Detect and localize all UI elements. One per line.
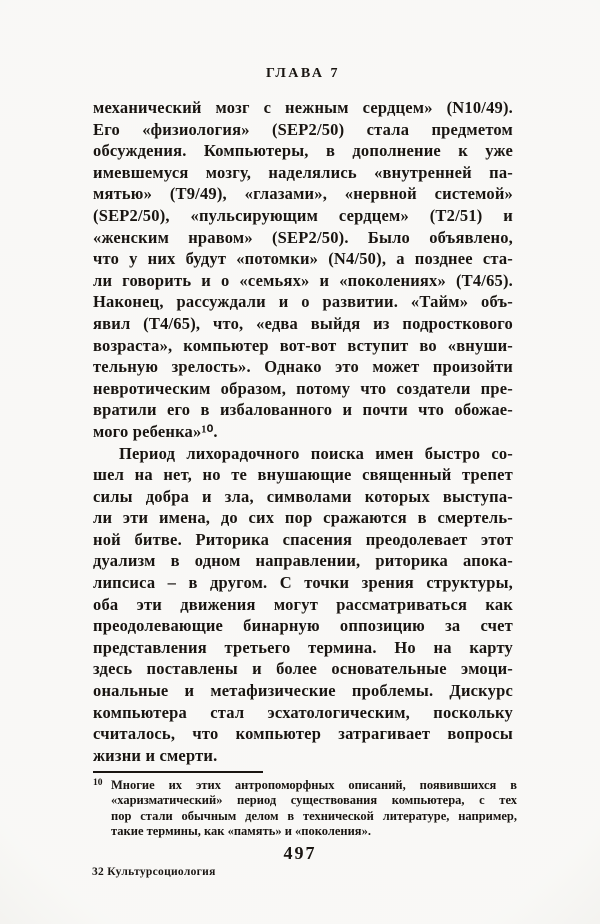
footnote	[93, 771, 517, 840]
text-line: ли эти имена, до сих пор сражаются в смертель-	[93, 508, 513, 528]
text-line: ональные и метафизические проблемы. Дискурс	[93, 681, 513, 701]
text-line: (SEP2/50), «пульсирующим сердцем» (Т2/51) и	[93, 205, 513, 225]
text-line: вратили его в избалованного и почти что обожае-	[93, 400, 513, 420]
text-line: шел на нет, но те внушающие священный трепет	[93, 465, 513, 485]
text-line: «женским нравом» (SEP2/50). Было объявлено,	[93, 227, 513, 247]
printer-signature-mark: 32 Культурсоциология	[92, 866, 216, 878]
text-line: жизни и смерти.	[93, 745, 218, 765]
text-line: Период лихорадочного поиска имен быстро со-	[119, 443, 513, 463]
paragraph-second	[93, 443, 513, 767]
chapter-header: ГЛАВА 7	[266, 66, 340, 81]
text-line: ной битве. Риторика спасения преодолевает этот	[93, 529, 513, 549]
footnote-separator-rule	[93, 771, 263, 773]
text-line: здесь поставлены и более основательные эмоци-	[93, 659, 513, 679]
text-line: «харизматический» период существования компьютера, с тех	[111, 793, 517, 808]
text-line: силы добра и зла, символами которых выступа-	[93, 486, 513, 506]
text-line: явил (Т4/65), что, «едва выйдя из подросткового	[93, 313, 513, 333]
text-line: преодолевающие бинарную оппозицию за счет	[93, 616, 513, 636]
text-line: дуализм в одном направлении, риторика апока-	[93, 551, 513, 571]
text-line: оба эти движения могут рассматриваться как	[93, 594, 513, 614]
text-line: механический мозг с нежным сердцем» (N10/49).	[93, 98, 513, 117]
text-line: представления третьего термина. Но на карту	[93, 637, 513, 657]
text-line: что у них будут «потомки» (N4/50), а позднее ста-	[93, 249, 513, 269]
body-text	[93, 97, 513, 766]
text-line: компьютера стал эсхатологическим, поскольку	[93, 702, 513, 722]
text-line: ли говорить и о «семьях» и «поколениях» (Т4/65).	[93, 270, 513, 290]
page-number: 497	[283, 843, 317, 863]
text-line: невротическим образом, потому что создатели пре-	[93, 378, 513, 398]
text-line: мятью» (Т9/49), «глазами», «нервной системой»	[93, 184, 513, 204]
text-line: такие термины, как «память» и «поколения».	[111, 824, 371, 839]
footnote-body	[93, 778, 517, 840]
text-line: пор стали обычным делом в технической литературе, например,	[111, 808, 517, 823]
text-line: мого ребенка»¹⁰.	[93, 421, 218, 441]
text-line: липсиса – в другом. С точки зрения структуры,	[93, 573, 513, 593]
paragraph-continued	[93, 97, 513, 443]
text-line: имевшемуся мозгу, наделялись «внутренней па-	[93, 162, 513, 182]
text-line: считалось, что компьютер затрагивает вопросы	[93, 724, 513, 744]
text-line: тельную зрелость». Однако это может произойти	[93, 357, 513, 377]
text-line: обсуждения. Компьютеры, в дополнение к уже	[93, 141, 513, 161]
footnote-marker: 10	[93, 778, 103, 788]
text-line: Наконец, рассуждали и о развитии. «Тайм» объ-	[93, 292, 513, 312]
footnote-text	[111, 778, 517, 840]
text-line: Его «физиология» (SEP2/50) стала предметом	[93, 119, 513, 139]
text-line: возраста», компьютер вот-вот вступит во «внуши-	[93, 335, 513, 355]
text-line: Многие их этих антропоморфных описаний, появившихся в	[111, 778, 517, 792]
